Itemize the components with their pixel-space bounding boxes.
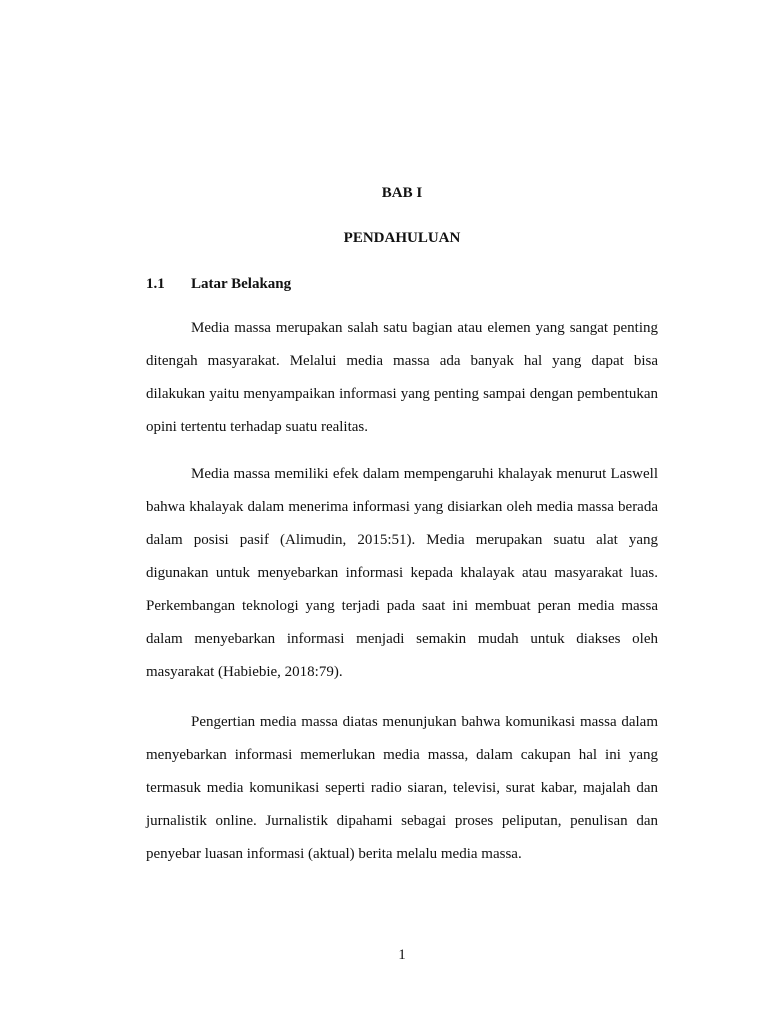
chapter-title: PENDAHULUAN [343, 230, 461, 246]
body-paragraph: Media massa merupakan salah satu bagian atau elemen yang sangat penting ditengah masyarakat. Melalui media massa ada banyak hal yang dapat bisa dilakukan yaitu menyampaikan informasi yang penting sampai dengan pembentukan opini tertentu terhadap suatu realitas. [146, 320, 658, 435]
chapter-heading: BAB I [381, 185, 423, 201]
body-paragraph: Media massa memiliki efek dalam mempengaruhi khalayak menurut Laswell bahwa khalayak dalam menerima informasi yang disiarkan oleh media massa berada dalam posisi pasif (Alimudin, 2015:51). Media merupakan suatu alat yang digunakan untuk menyebarkan informasi kepada khalayak atau masyarakat luas. Perkembangan teknologi yang terjadi pada saat ini membuat peran media massa dalam menyebarkan informasi menjadi semakin mudah untuk diakses oleh masyarakat (Habiebie, 2018:79). [146, 466, 658, 680]
section-title: Latar Belakang [191, 276, 292, 292]
page-number: 1 [398, 947, 406, 963]
section-number: 1.1 [146, 276, 165, 292]
body-paragraph: Pengertian media massa diatas menunjukan bahwa komunikasi massa dalam menyebarkan informasi memerlukan media massa, dalam cakupan hal ini yang termasuk media komunikasi seperti radio siaran, televisi, surat kabar, majalah dan jurnalistik online. Jurnalistik dipahami sebagai proses peliputan, penulisan dan penyebar luasan informasi (aktual) berita melalu media massa. [146, 714, 658, 862]
section-heading [146, 274, 291, 294]
